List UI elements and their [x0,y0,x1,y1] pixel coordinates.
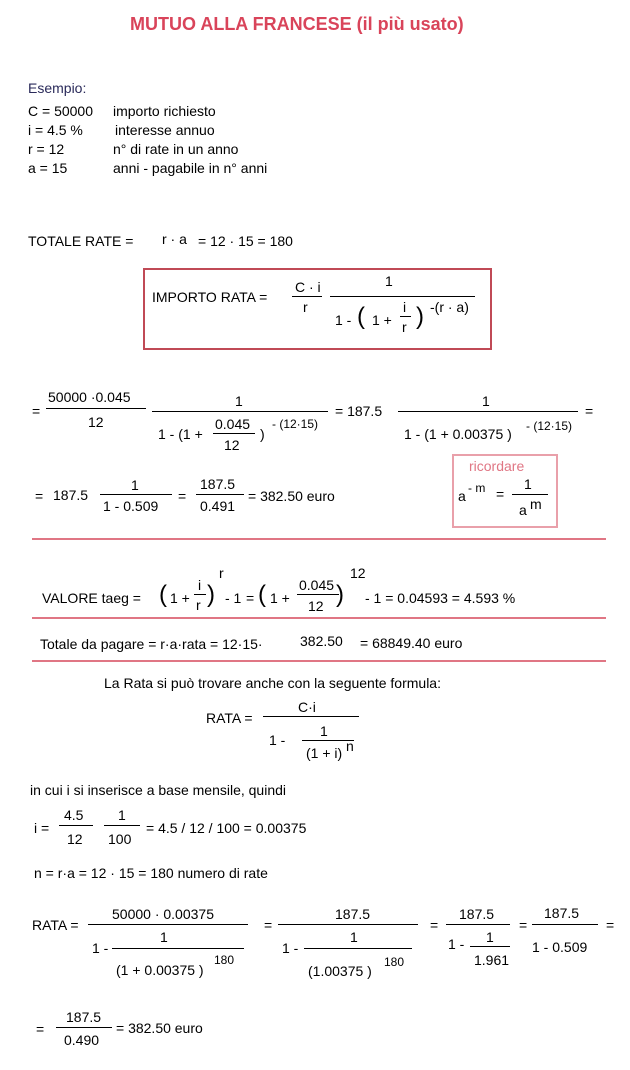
calc2-eq: = [35,488,44,504]
final-eq: = [36,1021,45,1037]
rata-calc-m2: 1 - [282,940,299,956]
taeg-result: - 1 = 0.04593 = 4.593 % [365,590,516,606]
taeg-i: i [198,577,202,593]
calc1-mid: = 187.5 [335,403,383,419]
example-var-r: r = 12 [28,141,65,157]
importo-rata-main-bar [330,296,475,297]
calc1-den-b: ) [260,426,265,442]
i-calc-bar1 [59,825,93,826]
ricordare-label: ricordare [469,458,525,474]
alt-heading: La Rata si può trovare anche con la seguente formula: [104,675,441,691]
totale-rate-expr: r · a [162,231,187,247]
i-calc-den2: 100 [108,831,132,847]
taeg-paren-open-1: ( [159,581,167,608]
calc1-exp2: - (12·15) [526,419,573,433]
importo-rata-paren-close: ) [416,303,424,330]
calc1-main-bar [152,411,328,412]
calc1-frac-num: 0.045 [215,416,251,432]
i-calc-num1: 4.5 [64,807,84,823]
calc2-a: 187.5 [53,487,89,503]
calc2-bar [100,494,172,495]
calc2-eq2: = [178,488,187,504]
example-desc-a: anni - pagabile in n° anni [113,160,268,176]
calc1-eq: = [32,403,41,419]
alt-main-bar [263,716,359,717]
rata-calc-eq4: = [606,917,615,933]
taeg-paren-open-2: ( [258,581,266,608]
importo-rata-exponent: -(r · a) [430,299,469,315]
final-result: = 382.50 euro [116,1020,203,1036]
rata-calc-o2: 1 [350,929,358,945]
ricordare-den-exp: m [530,496,542,512]
calc2-result: = 382.50 euro [248,488,335,504]
calc2-bar2 [196,494,244,495]
calc1-den-a: 1 - (1 + [158,426,203,442]
calc1-frac-den: 12 [224,437,240,453]
ricordare-bar [512,494,548,495]
rata-calc-bar2 [278,924,418,925]
rata-calc-o3: 1 [486,929,494,945]
totale-pagare-result: = 68849.40 euro [360,635,463,651]
i-calc-label: i = [34,820,50,836]
calc1-end: = [585,403,594,419]
separator-line [32,617,606,619]
calc1-frac-bar [213,433,255,434]
taeg-frac-bar [297,594,339,595]
final-den: 0.490 [64,1032,100,1048]
rata-calc-eq2: = [430,917,439,933]
rata-calc-e1: 180 [214,953,235,967]
importo-rata-one-minus: 1 - [335,312,352,328]
ricordare-lhs-exp: - m [468,481,486,495]
example-var-a: a = 15 [28,160,68,176]
importo-rata-label: IMPORTO RATA = [152,289,268,305]
taeg-paren-close-1: ) [207,581,215,608]
calc1-bar [46,408,146,409]
i-calc-den1: 12 [67,831,83,847]
i-calc-num2: 1 [118,807,126,823]
taeg-eq: = [246,590,255,606]
calc1-den: 12 [88,414,104,430]
note-text: in cui i si inserisce a base mensile, quindi [30,782,287,798]
final-bar [56,1027,112,1028]
rata-calc-inner-bar1 [112,948,244,949]
example-desc-r: n° di rate in un anno [113,141,239,157]
ricordare-den: a [519,502,527,518]
totale-rate-result: = 12 · 15 = 180 [198,233,293,249]
rata-calc-bar4 [532,924,598,925]
calc1-exp: - (12·15) [272,417,319,431]
rata-calc-d4: 1 - 0.509 [532,939,588,955]
importo-rata-fraction-bar [292,296,322,297]
example-desc-c: importo richiesto [113,103,216,119]
alt-den: (1 + i) [306,745,343,761]
example-var-c: C = 50000 [28,103,93,119]
importo-rata-r: r [402,319,407,335]
separator-line [32,538,606,540]
taeg-i-bar [194,594,206,595]
separator-line [32,660,606,662]
calc2-den2: 0.491 [200,498,236,514]
taeg-label: VALORE taeg = [42,590,141,606]
rata-calc-label: RATA = [32,917,79,933]
taeg-exp-1: r [219,565,224,581]
importo-rata-den: r [303,299,308,315]
calc1-num: 50000 ·0.045 [48,389,131,405]
rata-calc-inner-bar3 [470,946,510,947]
rata-calc-n3: 187.5 [459,906,495,922]
alt-one-minus: 1 - [269,732,286,748]
ricordare-eq: = [496,486,505,502]
alt-num: C·i [298,699,316,715]
i-calc-result: = 4.5 / 12 / 100 = 0.00375 [146,820,307,836]
example-heading: Esempio: [28,80,87,96]
totale-pagare-val: 382.50 [300,633,343,649]
rata-calc-e2: 180 [384,955,405,969]
rata-calc-n1: 50000 · 0.00375 [112,906,214,922]
example-desc-i: interesse annuo [115,122,215,138]
taeg-num-2: 0.045 [299,577,335,593]
ricordare-lhs: a [458,488,466,504]
rata-calc-eq3: = [519,917,528,933]
calc1-one: 1 [235,393,243,409]
i-calc-bar2 [104,825,140,826]
page-title: MUTUO ALLA FRANCESE (il più usato) [130,14,464,34]
final-num: 187.5 [66,1009,102,1025]
example-var-i: i = 4.5 % [28,122,83,138]
rata-calc-bar1 [88,924,248,925]
alt-one: 1 [320,723,328,739]
alt-rata-label: RATA = [206,710,253,726]
taeg-minus-1: - 1 [225,590,242,606]
n-calc: n = r·a = 12 · 15 = 180 numero di rate [34,865,268,881]
calc2-den: 1 - 0.509 [103,498,159,514]
taeg-exp-2: 12 [350,565,366,581]
calc2-num: 1 [131,477,139,493]
totale-pagare-label: Totale da pagare = r·a·rata = 12·15· [40,636,263,652]
importo-rata-one-plus: 1 + [372,312,392,328]
calc1-bar2 [398,411,578,412]
importo-rata-paren-open: ( [357,303,365,330]
rata-calc-n2: 187.5 [335,906,371,922]
rata-calc-d3: 1.961 [474,952,510,968]
rata-calc-d1: (1 + 0.00375 ) [116,962,204,978]
rata-calc-n4: 187.5 [544,905,580,921]
rata-calc-d2: (1.00375 ) [308,963,372,979]
rata-calc-inner-bar2 [304,948,412,949]
taeg-paren-close-2: ) [336,581,344,608]
totale-rate-label: TOTALE RATE = [28,233,134,249]
importo-rata-i: i [403,299,407,315]
calc1-den2: 1 - (1 + 0.00375 ) [404,426,512,442]
taeg-r: r [196,597,201,613]
rata-calc-bar3 [446,924,510,925]
rata-calc-eq1: = [264,917,273,933]
importo-rata-num: C · i [295,279,321,295]
rata-calc-o1: 1 [160,929,168,945]
calc1-one2: 1 [482,393,490,409]
rata-calc-m1: 1 - [92,940,109,956]
ricordare-num: 1 [524,476,532,492]
taeg-one-plus-1: 1 + [170,590,190,606]
taeg-one-plus-2: 1 + [270,590,290,606]
importo-rata-one: 1 [385,273,393,289]
taeg-den-2: 12 [308,598,324,614]
importo-rata-i-bar [400,316,411,317]
alt-exp: n [346,738,354,754]
calc2-num2: 187.5 [200,476,236,492]
rata-calc-m3: 1 - [448,936,465,952]
